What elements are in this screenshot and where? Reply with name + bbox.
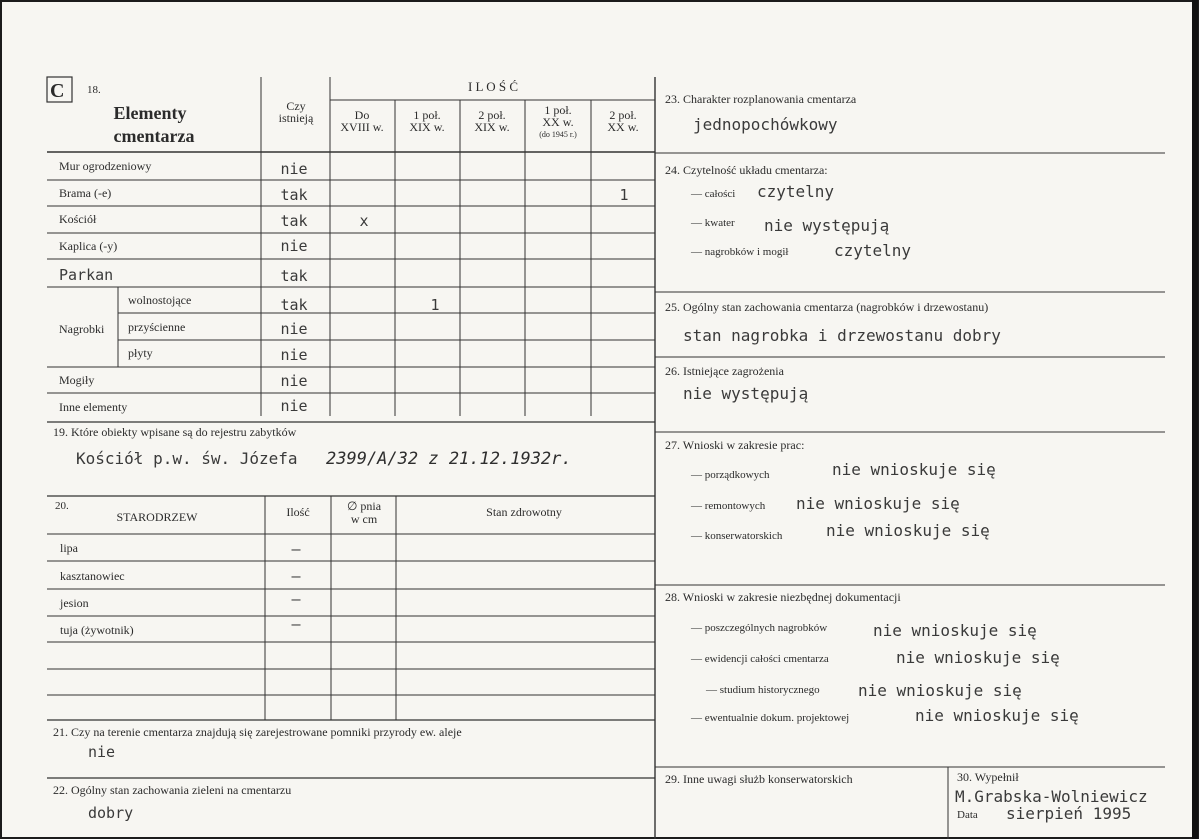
s18-number: 18.	[87, 84, 101, 96]
s30-name: M.Grabska-Wolniewicz	[955, 787, 1148, 806]
period-header-4-l1: 1 poł.	[544, 103, 572, 117]
s27-item-label: — remontowych	[691, 500, 766, 512]
s27-item-value: nie wnioskuje się	[826, 521, 990, 540]
tree-name: jesion	[60, 596, 89, 610]
s24-item-value: czytelny	[834, 241, 912, 260]
count-mark: 1	[430, 296, 440, 314]
s28-item-label: — ewidencji całości cmentarza	[691, 653, 829, 665]
exists-value: nie	[280, 346, 308, 364]
tree-count: –	[291, 567, 301, 585]
s21-value: nie	[88, 743, 116, 761]
period-header-2-l1: 1 poł.	[413, 108, 441, 122]
period-header-4-l2: XX w.	[542, 115, 574, 129]
exists-value: tak	[280, 186, 308, 204]
s21-label: 21. Czy na terenie cmentarza znajdują się zarejestrowane pomniki przyrody ew. aleje	[53, 725, 462, 739]
s27-item-label: — porządkowych	[691, 469, 770, 481]
s27-item-value: nie wnioskuje się	[832, 460, 996, 479]
ilosc-header: I L O Ś Ć	[467, 79, 519, 94]
s20-pnia-header-l1: ∅ pnia	[346, 499, 382, 513]
s28-item-value: nie wnioskuje się	[915, 706, 1079, 725]
s28-item-label: — studium historycznego	[706, 684, 820, 696]
s19-register-number: 2399/A/32 z 21.12.1932r.	[326, 449, 572, 469]
element-row-label: Parkan	[59, 266, 114, 284]
element-row-label: Brama (-e)	[59, 186, 112, 200]
exists-value: tak	[280, 212, 308, 230]
period-header-4-l3: (do 1945 r.)	[539, 130, 577, 139]
s30-date: sierpień 1995	[1006, 804, 1132, 823]
count-mark: x	[359, 212, 369, 230]
exists-value: nie	[280, 397, 308, 415]
s27-item-value: nie wnioskuje się	[796, 494, 960, 513]
section-letter: C	[50, 80, 65, 102]
czy-header-line1: Czy	[286, 99, 306, 113]
element-row-label: Mur ogrodzeniowy	[59, 159, 152, 173]
s23-label: 23. Charakter rozplanowania cmentarza	[665, 92, 857, 106]
period-header-5-l1: 2 poł.	[609, 108, 637, 122]
s28-item-value: nie wnioskuje się	[858, 681, 1022, 700]
s22-label: 22. Ogólny stan zachowania zieleni na cmentarzu	[53, 783, 292, 797]
s20-ilosc-header: Ilość	[286, 505, 310, 519]
exists-value: nie	[280, 160, 308, 178]
s28-label: 28. Wnioski w zakresie niezbędnej dokumentacji	[665, 590, 901, 604]
czy-header-line2: istnieją	[278, 111, 314, 125]
s28-item-value: nie wnioskuje się	[896, 648, 1060, 667]
element-row-label: Inne elementy	[59, 400, 128, 414]
period-header-3-l2: XIX w.	[474, 120, 510, 134]
s28-item-value: nie wnioskuje się	[873, 621, 1037, 640]
s22-value: dobry	[88, 804, 134, 822]
s20-title: STARODRZEW	[116, 510, 198, 524]
s30-date-label: Data	[957, 809, 978, 821]
s25-value: stan nagrobka i drzewostanu dobry	[683, 326, 1001, 345]
period-header-2-l2: XIX w.	[409, 120, 445, 134]
exists-value: tak	[280, 267, 308, 285]
element-row-label: Kościół	[59, 212, 97, 226]
exists-value: nie	[280, 320, 308, 338]
exists-value: nie	[280, 372, 308, 390]
s24-item-label: — kwater	[691, 217, 735, 229]
s28-item-label: — poszczególnych nagrobków	[691, 622, 828, 634]
tree-count: –	[291, 615, 301, 633]
s24-item-label: — nagrobków i mogił	[691, 246, 789, 258]
s24-item-value: nie występują	[764, 216, 890, 235]
s29-label: 29. Inne uwagi służb konserwatorskich	[665, 772, 853, 786]
element-row-label: płyty	[128, 346, 153, 360]
element-row-label: przyścienne	[128, 320, 186, 334]
tree-count: –	[291, 590, 301, 608]
s20-number: 20.	[55, 500, 69, 512]
period-header-5-l2: XX w.	[607, 120, 639, 134]
exists-value: nie	[280, 237, 308, 255]
s26-label: 26. Istniejące zagrożenia	[665, 364, 784, 378]
tree-name: kasztanowiec	[60, 569, 125, 583]
s19-label: 19. Które obiekty wpisane są do rejestru zabytków	[53, 425, 297, 439]
period-headers	[340, 103, 638, 139]
tree-name: tuja (żywotnik)	[60, 623, 134, 637]
s20-stan-header: Stan zdrowotny	[486, 505, 562, 519]
s23-value: jednopochówkowy	[693, 115, 838, 134]
s18-title-line1: Elementy	[113, 103, 187, 123]
s18-title-line2: cmentarza	[113, 126, 195, 146]
tree-count: –	[291, 540, 301, 558]
nagrobki-group-label: Nagrobki	[59, 322, 105, 336]
exists-value: tak	[280, 296, 308, 314]
element-row-label: Mogiły	[59, 373, 95, 387]
s24-label: 24. Czytelność układu cmentarza:	[665, 163, 828, 177]
s24-item-label: — całości	[691, 188, 736, 200]
element-row-label: wolnostojące	[128, 293, 192, 307]
s27-item-label: — konserwatorskich	[691, 530, 783, 542]
period-header-1-l1: Do	[354, 108, 370, 122]
s27-label: 27. Wnioski w zakresie prac:	[665, 438, 805, 452]
s25-label: 25. Ogólny stan zachowania cmentarza (nagrobków i drzewostanu)	[665, 300, 989, 314]
tree-name: lipa	[60, 541, 78, 555]
s19-value: Kościół p.w. św. Józefa	[76, 449, 298, 468]
s20-pnia-header-l2: w cm	[350, 512, 378, 526]
count-mark: 1	[619, 186, 629, 204]
s26-value: nie występują	[683, 384, 809, 403]
s30-label: 30. Wypełnił	[957, 770, 1019, 784]
s24-item-value: czytelny	[757, 182, 835, 201]
period-header-3-l1: 2 poł.	[478, 108, 506, 122]
period-header-1-l2: XVIII w.	[340, 120, 384, 134]
element-row-label: Kaplica (-y)	[59, 239, 118, 253]
s28-item-label: — ewentualnie dokum. projektowej	[691, 712, 850, 724]
